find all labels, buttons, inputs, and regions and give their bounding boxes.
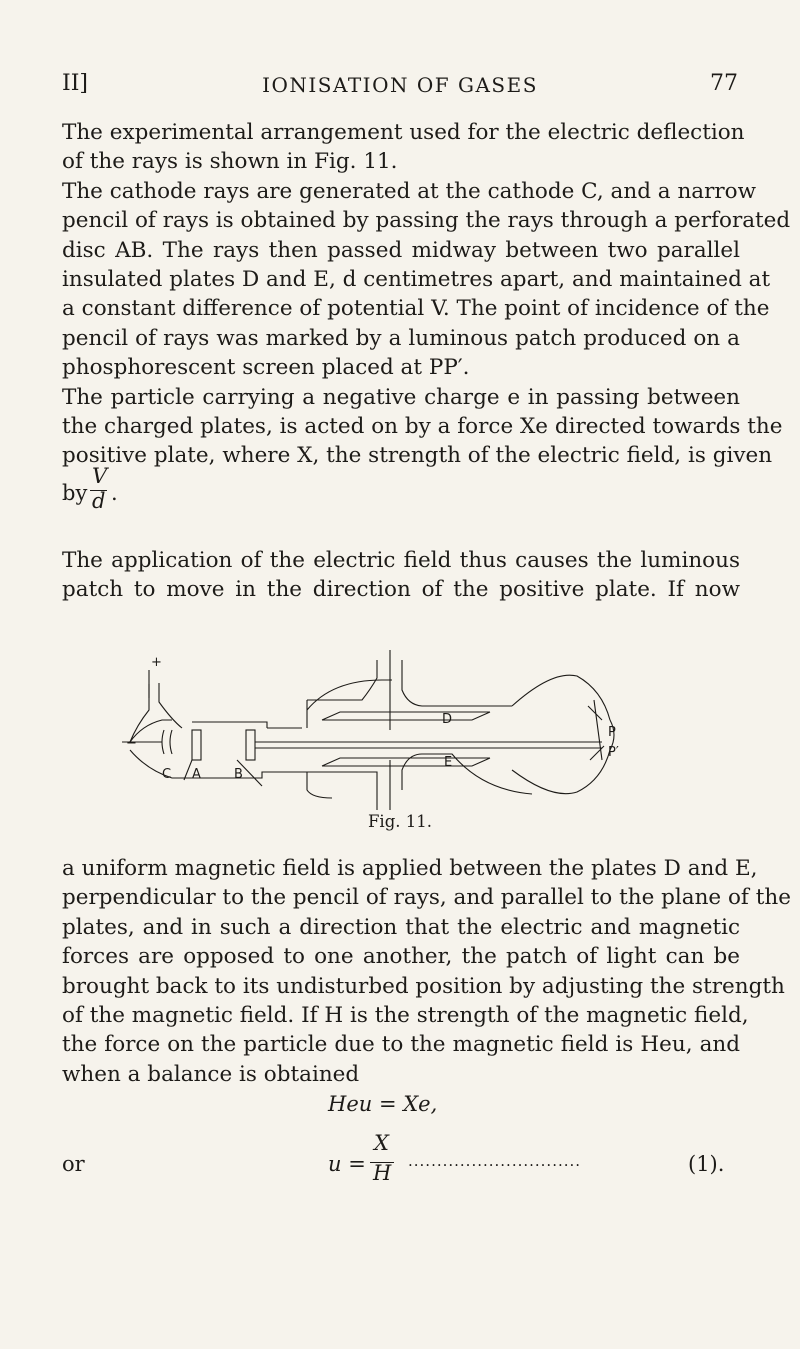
text-line: insulated plates D and E, d centimetres apart, and maintained at: [62, 267, 771, 293]
paragraph-top: [62, 118, 791, 471]
text-line: forces are opposed to one another, the patch of light can be: [62, 944, 740, 970]
eq2-denominator: H: [373, 1161, 392, 1185]
label-a: A: [192, 767, 201, 782]
text-line: the charged plates, is acted on by a force Xe directed towards the: [62, 414, 783, 440]
text-line: plates, and in such a direction that the electric and magnetic: [62, 914, 740, 940]
text-line: The cathode rays are generated at the cathode C, and a narrow: [62, 178, 757, 204]
text-line: The application of the electric field thus causes the luminous: [62, 548, 740, 573]
section-marker: II]: [62, 71, 88, 96]
label-minus: −: [126, 736, 137, 751]
fraction-suffix: .: [111, 481, 118, 505]
fraction-denominator: d: [92, 489, 106, 513]
label-plus: +: [151, 655, 162, 670]
text-line: patch to move in the direction of the positive plate. If now: [62, 577, 740, 603]
text-line: when a balance is obtained: [62, 1061, 360, 1087]
text-line: pencil of rays is obtained by passing the rays through a perforated: [62, 208, 791, 234]
text-line: brought back to its undisturbed position by adjusting the strength: [62, 973, 785, 999]
eq2-numerator: X: [374, 1131, 389, 1155]
text-line: pencil of rays was marked by a luminous patch produced on a: [62, 325, 740, 351]
text-line: phosphorescent screen placed at PP′.: [62, 355, 470, 381]
paragraph-bottom: [62, 854, 791, 1089]
paragraph-middle: [62, 546, 740, 605]
text-line: a constant difference of potential V. The point of incidence of the: [62, 296, 770, 322]
eq2-dots: ..............................: [408, 1152, 582, 1170]
text-line: a uniform magnetic field is applied between the plates D and E,: [62, 856, 758, 881]
eq2-lhs: u =: [328, 1152, 366, 1176]
label-c: C: [162, 767, 172, 782]
text-line: positive plate, where X, the strength of the electric field, is given: [62, 443, 773, 469]
label-p-prime: P′: [608, 745, 619, 760]
text-line: The experimental arrangement used for the electric deflection: [62, 120, 745, 145]
equation-balance: Heu = Xe,: [328, 1092, 438, 1116]
label-p: P: [608, 725, 616, 740]
text-line: of the magnetic field. If H is the strength of the magnetic field,: [62, 1003, 749, 1029]
text-line: disc AB. The rays then passed midway between two parallel: [62, 237, 740, 263]
text-line: perpendicular to the pencil of rays, and parallel to the plane of the: [62, 885, 791, 911]
equation-or-label: or: [62, 1152, 85, 1176]
fraction-prefix: by: [62, 481, 88, 505]
page-number: 77: [710, 71, 738, 96]
field-fraction: [62, 464, 142, 514]
label-e: E: [444, 755, 453, 770]
text-line: of the rays is shown in Fig. 11.: [62, 149, 398, 175]
page-header: [62, 71, 738, 101]
figure-caption: Fig. 11.: [367, 812, 433, 831]
label-b: B: [234, 767, 243, 782]
running-title: IONISATION OF GASES: [262, 73, 538, 97]
text-line: The particle carrying a negative charge e in passing between: [62, 384, 740, 410]
eq2-reference: (1).: [688, 1152, 725, 1176]
text-line: the force on the particle due to the magnetic field is Heu, and: [62, 1032, 740, 1058]
fraction-numerator: V: [92, 464, 108, 488]
label-d: D: [442, 712, 453, 727]
equation-1: [328, 1125, 748, 1189]
figure-11-apparatus: [126, 650, 622, 800]
